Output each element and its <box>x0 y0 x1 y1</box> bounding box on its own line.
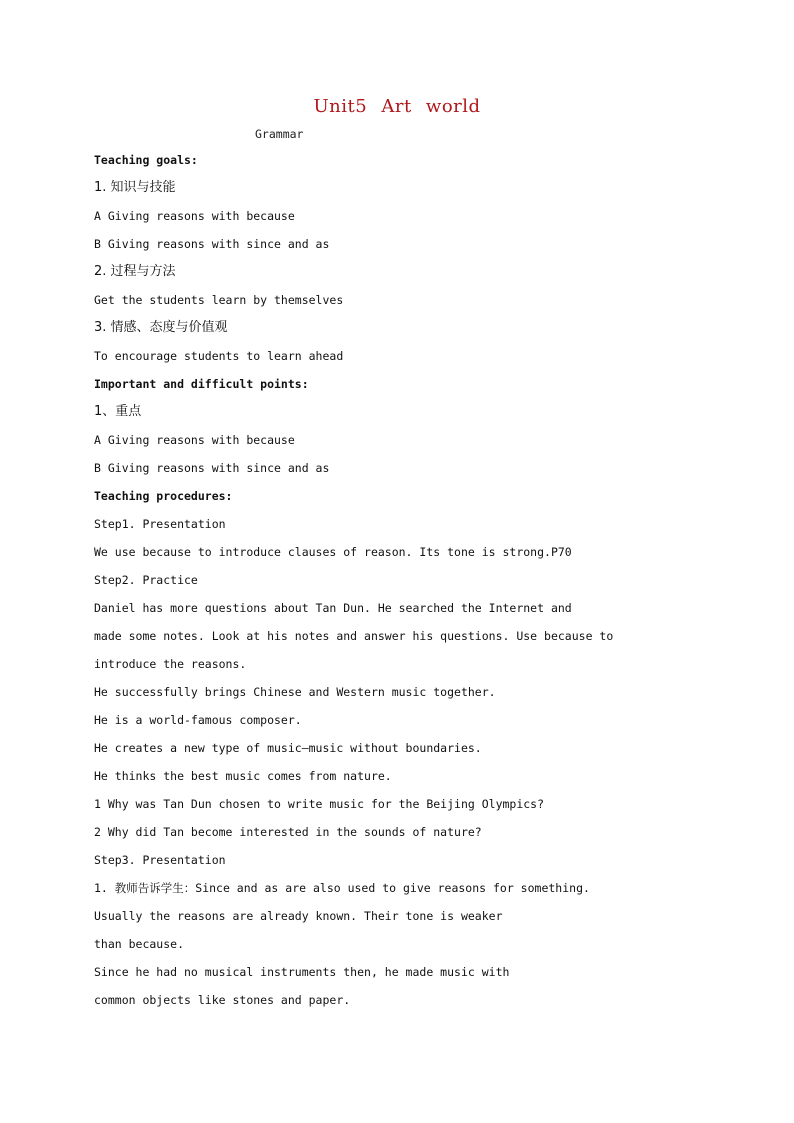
text-line: 1. 知识与技能 <box>94 180 176 195</box>
text-line: To encourage students to learn ahead <box>94 349 344 363</box>
text-line: 3. 情感、态度与价值观 <box>94 320 228 335</box>
text-line: A Giving reasons with because <box>94 209 295 223</box>
text-line: 2 Why did Tan become interested in the sounds of nature? <box>94 825 482 839</box>
text-line: He thinks the best music comes from nature. <box>94 769 392 783</box>
text-line: 2. 过程与方法 <box>94 264 176 279</box>
text-line: made some notes. Look at his notes and answer his questions. Use because to <box>94 629 614 643</box>
document-body <box>94 146 714 1014</box>
text-line: than because. <box>94 937 185 951</box>
text-line: introduce the reasons. <box>94 657 247 671</box>
text-line: Step2. Practice <box>94 573 198 587</box>
document-subtitle: Grammar <box>255 127 304 141</box>
text-line: Usually the reasons are already known. Their tone is weaker <box>94 909 503 923</box>
text-line: Daniel has more questions about Tan Dun. He searched the Internet and <box>94 601 572 615</box>
text-line: 1 Why was Tan Dun chosen to write music for the Beijing Olympics? <box>94 797 545 811</box>
text-line: B Giving reasons with since and as <box>94 237 330 251</box>
section-heading: Teaching procedures: <box>94 489 233 503</box>
section-heading: Teaching goals: <box>94 153 198 167</box>
text-line: He creates a new type of music—music without boundaries. <box>94 741 482 755</box>
text-line: B Giving reasons with since and as <box>94 461 330 475</box>
text-line: Step3. Presentation <box>94 853 226 867</box>
text-line: 1. 教师告诉学生：Since and as are also used to give reasons for something. <box>94 881 590 895</box>
text-line: Step1. Presentation <box>94 517 226 531</box>
text-line: A Giving reasons with because <box>94 433 295 447</box>
text-line: We use because to introduce clauses of reason. Its tone is strong.P70 <box>94 545 572 559</box>
text-line: Since he had no musical instruments then, he made music with <box>94 965 510 979</box>
text-line: He is a world-famous composer. <box>94 713 302 727</box>
text-line: common objects like stones and paper. <box>94 993 351 1007</box>
text-line: Get the students learn by themselves <box>94 293 344 307</box>
text-line: He successfully brings Chinese and Western music together. <box>94 685 496 699</box>
section-heading: Important and difficult points: <box>94 377 309 391</box>
text-line: 1、重点 <box>94 404 142 419</box>
document-title: Unit5 Art world <box>313 96 481 117</box>
